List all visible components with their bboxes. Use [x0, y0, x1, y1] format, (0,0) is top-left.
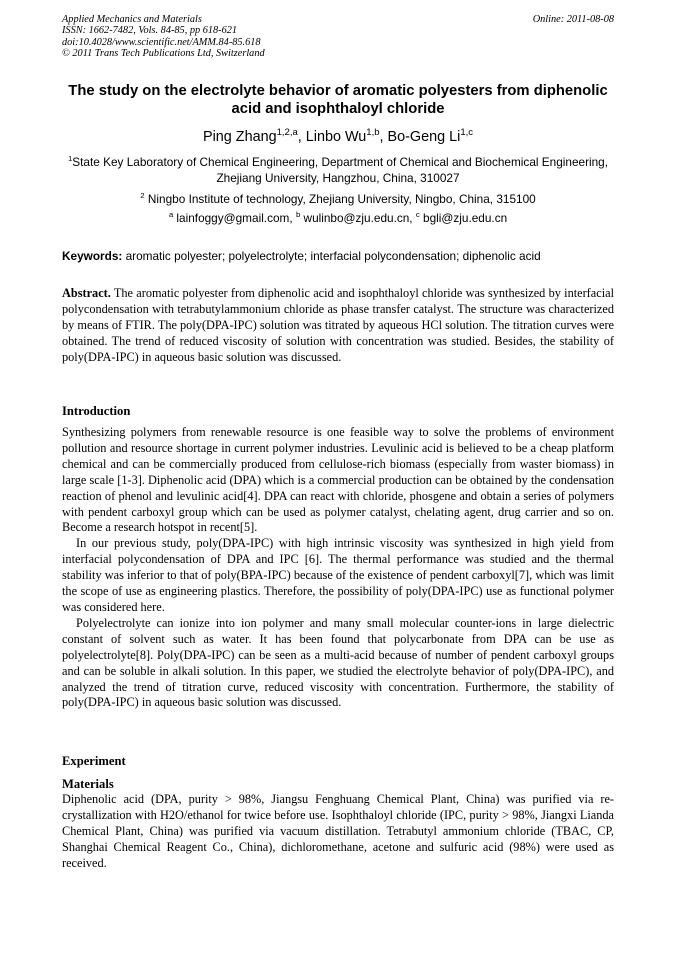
paragraph: Diphenolic acid (DPA, purity > 98%, Jiangsu Fenghuang Chemical Plant, China) was purified via re-crystallization with H2O/ethanol for twice before use. Isophthaloyl chloride (IPC, purity > 98%, Jiangxi Lianda Chemical Plant, China) was purified via vacuum distillation. Tetrabutyl ammonium chloride (TBAC, CP, Shanghai Chemical Reagent Co., China), dichloromethane, acetone and sulfuric acid (98%) were used as received.	[62, 792, 614, 870]
email-a: lainfoggy@gmail.com,	[176, 211, 293, 225]
email-mark: a	[168, 210, 174, 220]
subsection-heading-materials: Materials	[62, 777, 114, 791]
affiliation-mark: 2	[140, 191, 145, 201]
email-list	[62, 211, 614, 227]
abstract	[62, 286, 614, 366]
abstract-label: Abstract.	[62, 286, 111, 300]
online-date: Online: 2011-08-08	[532, 14, 614, 25]
author-affiliation-mark: 1,2,a	[276, 127, 298, 139]
email-c: bgli@zju.edu.cn	[423, 211, 508, 225]
author-name: Linbo Wu	[305, 129, 367, 145]
email-mark: c	[415, 210, 420, 220]
email-b: wulinbo@zju.edu.cn,	[303, 211, 413, 225]
email-mark: b	[295, 210, 301, 220]
journal-header	[62, 14, 614, 60]
author-name: Bo-Geng Li	[387, 129, 461, 145]
author-list	[62, 128, 614, 146]
keywords-label: Keywords:	[62, 249, 123, 263]
keywords	[62, 249, 614, 264]
paragraph: In our previous study, poly(DPA-IPC) with high intrinsic viscosity was synthesized in high yield from interfacial polycondensation of DPA and IPC [6]. The thermal performance was studied and the thermal stability was inferior to that of poly(BPA-IPC) because of the existence of pendent carboxyl[7], which was limit the scope of use as engineering plastics. Therefore, the possibility of poly(DPA-IPC) use as functional polymer was considered here.	[62, 536, 614, 614]
author-separator: ,	[297, 129, 306, 145]
introduction-body	[62, 425, 614, 711]
copyright-line: © 2011 Trans Tech Publications Ltd, Switzerland	[62, 48, 265, 60]
paragraph: Polyelectrolyte can ionize into ion polymer and many small molecular counter-ions in large dielectric constant of solvent such as water. It has been found that polycarbonate from DPA can be use as polyelectrolyte[8]. Poly(DPA-IPC) can be seen as a multi-acid because of number of pendent carboxyl groups and can be soluble in alkali solution. In this paper, we studied the electrolyte behavior of poly(DPA-IPC), and analyzed the trend of titration curve, reduced viscosity with concentration. Furthermore, the stability of poly(DPA-IPC) in aqueous basic solution was discussed.	[62, 615, 614, 710]
affiliation-text: Ningbo Institute of technology, Zhejiang University, Ningbo, China, 315100	[147, 192, 536, 206]
author-affiliation-mark: 1,c	[460, 127, 473, 139]
affiliation-mark: 1	[67, 154, 73, 164]
affiliation-text: State Key Laboratory of Chemical Engineering, Department of Chemical and Biochemical Engineering, Zhejiang University, Hangzhou, China, 310027	[72, 155, 609, 185]
paper-title: The study on the electrolyte behavior of aromatic polyesters from diphenolic acid and isophthaloyl chloride	[68, 83, 608, 117]
affiliation-2	[62, 192, 614, 208]
issn-line: ISSN: 1662-7482, Vols. 84-85, pp 618-621	[62, 25, 238, 37]
doi-line: doi:10.4028/www.scientific.net/AMM.84-85.618	[62, 36, 261, 48]
section-heading-experiment: Experiment	[62, 754, 126, 768]
affiliation-1	[62, 155, 614, 186]
abstract-text: The aromatic polyester from diphenolic acid and isophthaloyl chloride was synthesized by interfacial polycondensation with tetrabutylammonium chloride as phase transfer catalyst. The structure was characterized by means of FTIR. The poly(DPA-IPC) solution was titrated by aqueous HCl solution. The titration curves were obtained. The trend of reduced viscosity of solution with concentration was studied. Besides, the stability of poly(DPA-IPC) in aqueous basic solution was discussed.	[62, 286, 614, 364]
author-affiliation-mark: 1,b	[366, 127, 380, 139]
journal-name: Applied Mechanics and Materials	[62, 14, 202, 25]
materials-body	[62, 792, 614, 872]
author-separator: ,	[379, 129, 388, 145]
keywords-text: aromatic polyester; polyelectrolyte; interfacial polycondensation; diphenolic acid	[125, 249, 541, 263]
author-name: Ping Zhang	[203, 129, 277, 145]
paragraph: Synthesizing polymers from renewable resource is one feasible way to solve the problems of environment pollution and resource shortage in current polymer industries. Levulinic acid is believed to be a cheap platform chemical and can be commercially produced from cellulose-rich biomass (especially from waster biomass) in large scale [1-3]. Diphenolic acid (DPA) which is a commercial production can be obtained by the condensation reaction of phenol and levulinic acid[4]. DPA can react with chloride, phosgene and obtain a series of polymers with pendent carboxyl group which can be used as polymer catalyst, chelating agent, drug carrier and so on. Become a research hotspot in recent[5].	[62, 425, 614, 535]
section-heading-introduction: Introduction	[62, 404, 131, 418]
